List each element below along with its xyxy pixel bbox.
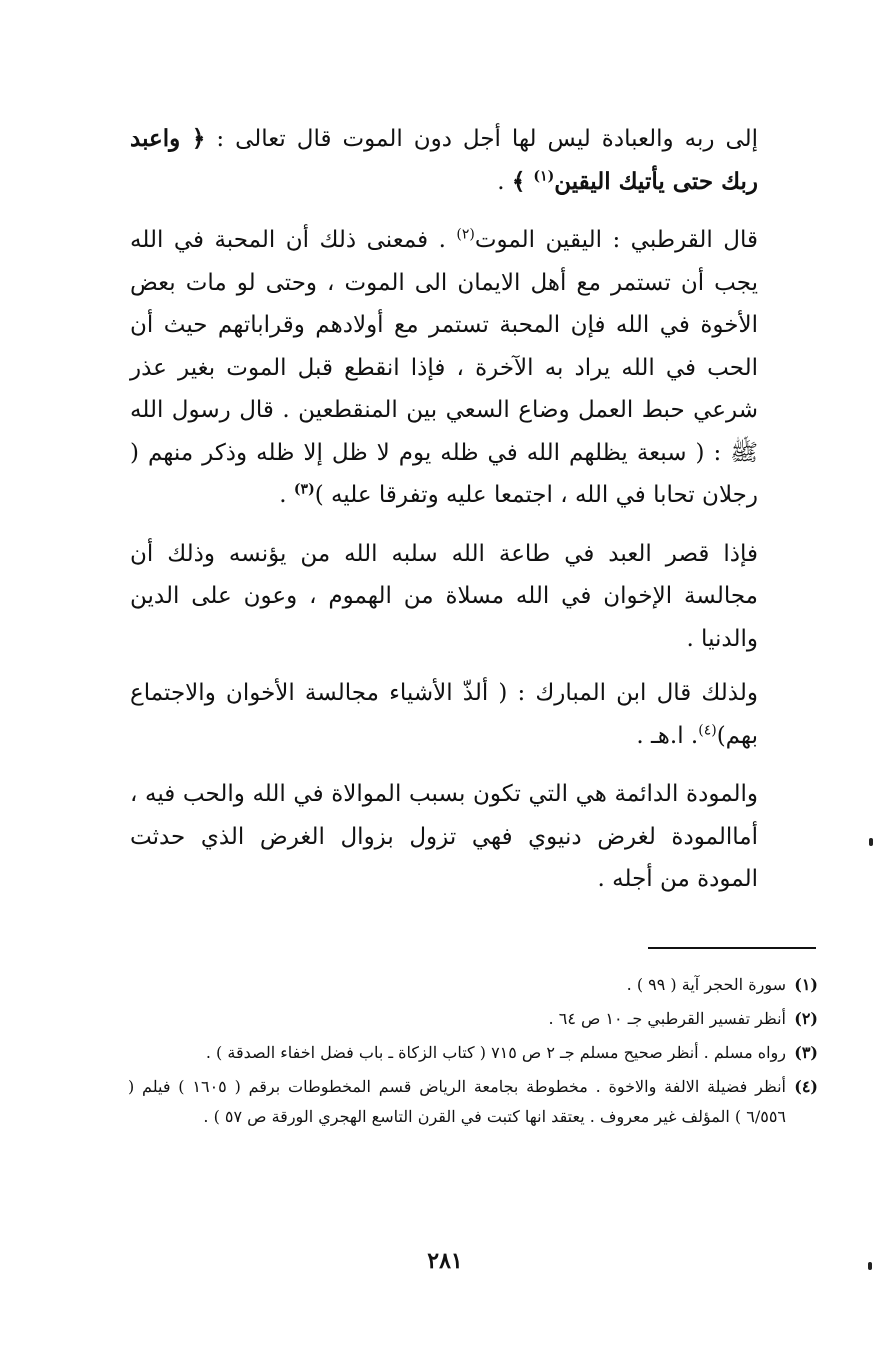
- footnote-ref: (٣): [293, 481, 315, 498]
- paragraph-3: [130, 533, 758, 661]
- text-run: قال القرطبي : اليقين الموت: [474, 227, 758, 253]
- text-run: فإذا قصر العبد في طاعة الله سلبه الله من يؤنسه وذلك أن مجالسة الإخوان في الله مسلاة من الهموم ، وعون على الدين والدنيا .: [130, 540, 758, 652]
- footnote-4: [128, 1072, 818, 1132]
- text-run: . فمعنى ذلك أن المحبة في الله يجب أن تستمر مع أهل الايمان الى الموت ، وحتى لو مات بعض الأخوة في الله فإن المحبة تستمر مع أولادهم وقراباتهم حيث أن الحب في الله يراد به الآخرة ، فإذا انقطع قبل الموت بغير عذر شرعي حبط العمل وضاع السعي بين المنقطعين . قال رسول الله ﷺ : ( سبعة يظلهم الله في ظله يوم لا ظل إلا ظله وذكر منهم ( رجلان تحابا في الله ، اجتمعا عليه وتفرقا عليه ): [130, 227, 758, 508]
- footnote-text: رواه مسلم . أنظر صحيح مسلم جـ ٢ ص ٧١٥ ( كتاب الزكاة ـ باب فضل اخفاء الصدقة ) .: [205, 1043, 786, 1062]
- text-run: ﴿ واعبد ربك حتى يأتيك اليقين: [130, 125, 758, 195]
- paragraph-2: [130, 219, 758, 517]
- text-run: والمودة الدائمة هي التي تكون بسبب الموالاة في الله والحب فيه ، أماالمودة لغرض دنيوي فهي تزول بزوال الغرض الذي حدثت المودة من أجله .: [130, 781, 758, 892]
- footnote-text: أنظر فضيلة الالفة والاخوة . مخطوطة بجامعة الرياض قسم المخطوطات برقم ( ١٦٠٥ ) فيلم ( ٦/٥٥٦ ) المؤلف غير معروف . يعتقد انها كتبت في القرن التاسع الهجري الورقة ص ٥٧ ) .: [128, 1077, 786, 1126]
- footnote-text: سورة الحجر آية ( ٩٩ ) .: [626, 975, 786, 994]
- footnote-ref: (٢): [456, 226, 475, 243]
- footnote-number: (١): [794, 975, 818, 994]
- paragraph-5: [130, 773, 758, 901]
- page-number: ٢٨١: [427, 1248, 463, 1274]
- text-run: إلى ربه والعبادة ليس لها أجل دون الموت قال تعالى :: [205, 126, 759, 152]
- footnote-number: (٤): [794, 1077, 818, 1096]
- footnote-ref: (١): [533, 167, 555, 184]
- text-run: ولذلك قال ابن المبارك : ( ألذّ الأشياء مجالسة الأخوان والاجتماع بهم): [130, 680, 758, 749]
- footnote-separator: [648, 947, 816, 949]
- paragraph-1: [130, 118, 758, 203]
- text-run: .: [279, 482, 294, 508]
- footnote-3: [128, 1038, 818, 1068]
- footnote-number: (٢): [794, 1009, 818, 1028]
- footnote-text: أنظر تفسير القرطبي جـ ١٠ ص ٦٤ .: [548, 1009, 786, 1028]
- paragraph-4: [130, 672, 758, 757]
- footnote-2: [128, 1004, 818, 1034]
- text-run: . ا.هـ .: [636, 722, 699, 749]
- footnote-1: [128, 970, 818, 1000]
- main-text: [130, 118, 758, 901]
- text-run: ﴾: [511, 167, 534, 195]
- scan-speck: [869, 838, 873, 846]
- footnote-number: (٣): [794, 1043, 818, 1062]
- text-run: .: [497, 168, 512, 195]
- scan-speck: [868, 1262, 872, 1270]
- footnotes: [128, 970, 818, 1136]
- footnote-ref: (٤): [698, 721, 717, 738]
